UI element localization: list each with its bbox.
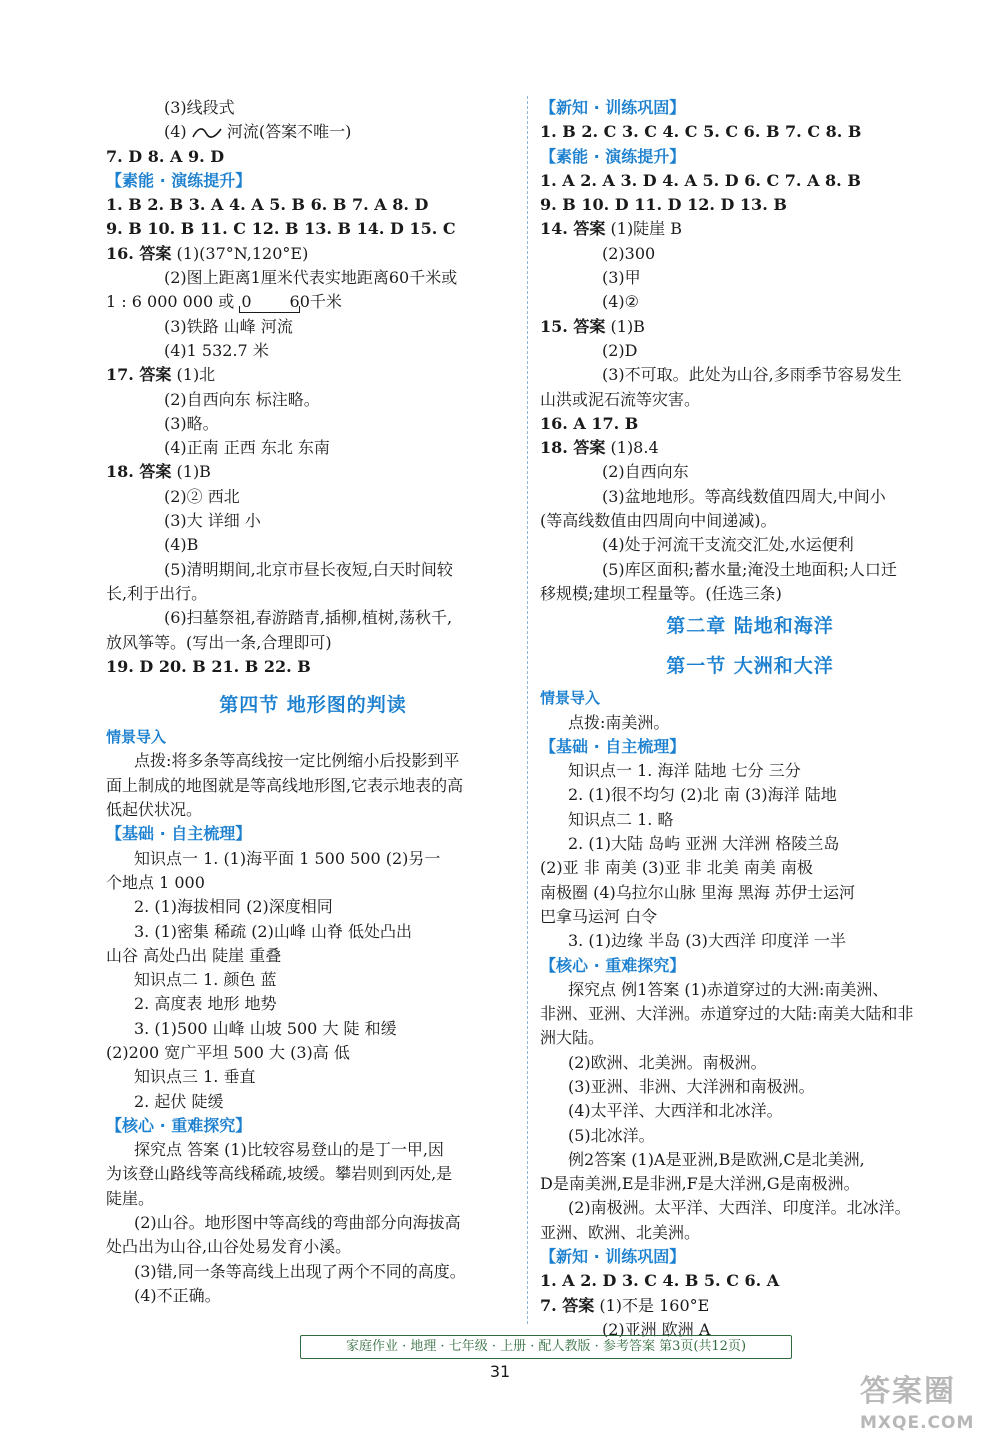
answer-line: (等高线数值由四周向中间递减)。	[540, 511, 777, 531]
answer-line: (3)盆地地形。等高线数值四周大,中间小	[602, 486, 886, 506]
answer-line: 1. A 2. A 3. D 4. A 5. D 6. C 7. A 8. B	[540, 170, 861, 190]
answer-line: 2. 高度表 地形 地势	[134, 994, 277, 1014]
section-title: 第一节 大洲和大洋	[666, 655, 834, 678]
answer-line: 15. 答案 (1)B	[540, 316, 645, 336]
answer-line: (2)D	[602, 340, 638, 360]
section-heading: 【基础 · 自主梳理】	[106, 824, 252, 844]
answer-line: 移规模;建坝工程量等。(任选三条)	[540, 583, 782, 603]
answer-line: 18. 答案 (1)8.4	[540, 438, 659, 458]
answer-line: 知识点一 1. (1)海平面 1 500 500 (2)另一	[134, 848, 441, 868]
answer-line: 探究点 例1答案 (1)赤道穿过的大洲:南美洲、	[568, 979, 889, 999]
answer-line: (2)欧洲、北美洲。南极洲。	[568, 1052, 767, 1072]
answer-line: 1. A 2. D 3. C 4. B 5. C 6. A	[540, 1271, 780, 1291]
answer-line: 9. B 10. B 11. C 12. B 13. B 14. D 15. C	[106, 219, 456, 239]
section-heading: 【核心 · 重难探究】	[106, 1115, 252, 1135]
answer-line: 洲大陆。	[540, 1028, 605, 1048]
answer-line: (5)库区面积;蓄水量;淹没土地面积;人口迁	[602, 559, 897, 579]
answer-line: (5)清明期间,北京市昼长夜短,白天时间较	[164, 559, 453, 579]
section-heading: 【基础 · 自主梳理】	[540, 736, 686, 756]
answer-line: 14. 答案 (1)陡崖 B	[540, 219, 683, 239]
answer-line: (2)亚 非 南美 (3)亚 非 北美 南美 南极	[540, 858, 813, 878]
answer-line: (3)线段式	[164, 98, 235, 117]
answer-line: 山洪或泥石流等灾害。	[540, 389, 701, 409]
answer-line: (2)图上距离1厘米代表实地距离60千米或	[164, 268, 458, 288]
section-heading: 【素能 · 演练提升】	[540, 146, 686, 166]
answer-line: 巴拿马运河 白令	[540, 906, 658, 926]
answer-line: (2)亚洲 欧洲 A	[602, 1319, 711, 1339]
answer-line: 16. 答案 (1)(37°N,120°E)	[106, 243, 309, 263]
answer-line: (4)处于河流干支流交汇处,水运便利	[602, 535, 854, 555]
section-heading: 【新知 · 训练巩固】	[540, 98, 686, 117]
answer-line: 例2答案 (1)A是亚洲,B是欧洲,C是北美洲,	[568, 1149, 865, 1169]
answer-line: 1 : 6 000 000 或 0 60千米	[106, 290, 520, 314]
watermark-logo: 答案圈	[860, 1374, 956, 1409]
answer-line: 3. (1)密集 稀疏 (2)山峰 山脊 低处凸出	[134, 921, 413, 941]
answer-line: 17. 答案 (1)北	[106, 365, 216, 385]
answer-line: (4)不正确。	[134, 1285, 221, 1305]
answer-line: (3)不可取。此处为山谷,多雨季节容易发生	[602, 365, 902, 385]
answer-line: (4)1 532.7 米	[164, 340, 269, 360]
answer-line: (4) 河流(答案不唯一)	[164, 122, 352, 142]
answer-line: 山谷 高处凸出 陡崖 重叠	[106, 945, 282, 965]
footer-banner: 家庭作业 · 地理 · 七年级 · 上册 · 配人教版 · 参考答案 第3页(共12页)	[300, 1335, 792, 1359]
section-heading: 【新知 · 训练巩固】	[540, 1247, 686, 1267]
section-heading: 【核心 · 重难探究】	[540, 955, 686, 975]
answer-line: D是南美洲,E是非洲,F是大洋洲,G是南极洲。	[540, 1174, 860, 1194]
section-heading: 【素能 · 演练提升】	[106, 170, 252, 190]
answer-line: 知识点二 1. 颜色 蓝	[134, 970, 277, 990]
column-divider	[527, 96, 528, 1324]
answer-line: (3)甲	[602, 268, 641, 288]
answer-line: 1. B 2. C 3. C 4. C 5. C 6. B 7. C 8. B	[540, 122, 862, 142]
answer-line: 19. D 20. B 21. B 22. B	[106, 656, 311, 676]
answer-line: (2)300	[602, 243, 656, 263]
answer-line: 为该登山路线等高线稀疏,坡缓。攀岩则到丙处,是	[106, 1164, 453, 1184]
answer-line: 南极圈 (4)乌拉尔山脉 里海 黑海 苏伊士运河	[540, 882, 856, 902]
watermark-url: MXQE.COM	[860, 1413, 975, 1433]
answer-line: 探究点 答案 (1)比较容易登山的是丁一甲,因	[134, 1140, 444, 1160]
answer-line: (4)②	[602, 292, 640, 312]
answer-line: 18. 答案 (1)B	[106, 462, 211, 482]
answer-line: 知识点二 1. 略	[568, 809, 674, 829]
answer-line: 点拨:南美洲。	[568, 712, 670, 732]
subsection-heading: 情景导入	[540, 689, 601, 708]
scale-bar: 0 60千米	[241, 292, 342, 312]
answer-line: 面上制成的地图就是等高线地形图,它表示地表的高	[106, 775, 464, 795]
answer-line: 陡崖。	[106, 1188, 155, 1208]
answer-line: 知识点三 1. 垂直	[134, 1067, 256, 1087]
right-column	[540, 96, 960, 1342]
answer-line: (2)山谷。地形图中等高线的弯曲部分向海拔高	[134, 1213, 461, 1233]
answer-line: 9. B 10. D 11. D 12. D 13. B	[540, 195, 787, 215]
answer-line: 3. (1)边缘 半岛 (3)大西洋 印度洋 一半	[568, 931, 847, 951]
answer-line: 个地点 1 000	[106, 872, 205, 892]
answer-line: (3)错,同一条等高线上出现了两个不同的高度。	[134, 1261, 466, 1281]
answer-line: 2. (1)很不均匀 (2)北 南 (3)海洋 陆地	[568, 785, 837, 805]
answer-line: 3. (1)500 山峰 山坡 500 大 陡 和缓	[134, 1018, 397, 1038]
answer-line: 放风筝等。(写出一条,合理即可)	[106, 632, 332, 652]
answer-line: 知识点一 1. 海洋 陆地 七分 三分	[568, 761, 801, 781]
answer-line: 2. (1)海拔相同 (2)深度相同	[134, 897, 333, 917]
page-number: 31	[489, 1362, 511, 1381]
answer-line: (4)正南 正西 东北 东南	[164, 438, 330, 458]
answer-line: 7. 答案 (1)不是 160°E	[540, 1295, 710, 1315]
subsection-heading: 情景导入	[106, 728, 167, 747]
answer-line: (6)扫墓祭祖,春游踏青,插柳,植树,荡秋千,	[164, 608, 453, 628]
answer-line: (2)自西向东 标注略。	[164, 389, 320, 409]
answer-line: 7. D 8. A 9. D	[106, 146, 225, 166]
answer-line: (3)铁路 山峰 河流	[164, 316, 293, 336]
answer-line: (2)自西向东	[602, 462, 689, 482]
answer-line: (5)北冰洋。	[568, 1125, 655, 1145]
answer-line: 1. B 2. B 3. A 4. A 5. B 6. B 7. A 8. D	[106, 195, 429, 215]
answer-line: 非洲、亚洲、大洋洲。赤道穿过的大陆:南美大陆和非	[540, 1004, 914, 1024]
answer-line: 处凸出为山谷,山谷处易发育小溪。	[106, 1237, 352, 1257]
answer-line: 2. (1)大陆 岛屿 亚洲 大洋洲 格陵兰岛	[568, 834, 840, 854]
answer-line: (4)太平洋、大西洋和北冰洋。	[568, 1101, 783, 1121]
answer-line: (2)南极洲。太平洋、大西洋、印度洋。北冰洋。	[568, 1198, 911, 1218]
left-column	[106, 96, 520, 1308]
answer-line: (3)大 详细 小	[164, 511, 261, 531]
watermark	[860, 1372, 990, 1438]
answer-line: (4)B	[164, 535, 199, 555]
river-symbol-icon	[192, 125, 222, 141]
answer-line: 点拨:将多条等高线按一定比例缩小后投影到平	[134, 751, 460, 771]
answer-line: 亚洲、欧洲、北美洲。	[540, 1222, 701, 1242]
answer-line: (2)② 西北	[164, 486, 240, 506]
chapter-title: 第二章 陆地和海洋	[666, 615, 834, 638]
section-title: 第四节 地形图的判读	[219, 694, 407, 717]
answer-line: 16. A 17. B	[540, 413, 639, 433]
answer-line: 长,利于出行。	[106, 583, 208, 603]
answer-line: (2)200 宽广平坦 500 大 (3)高 低	[106, 1042, 350, 1062]
answer-line: 2. 起伏 陡缓	[134, 1091, 224, 1111]
answer-line: (3)亚洲、非洲、大洋洲和南极洲。	[568, 1076, 815, 1096]
answer-line: (3)略。	[164, 413, 219, 433]
answer-line: 低起伏状况。	[106, 800, 203, 820]
